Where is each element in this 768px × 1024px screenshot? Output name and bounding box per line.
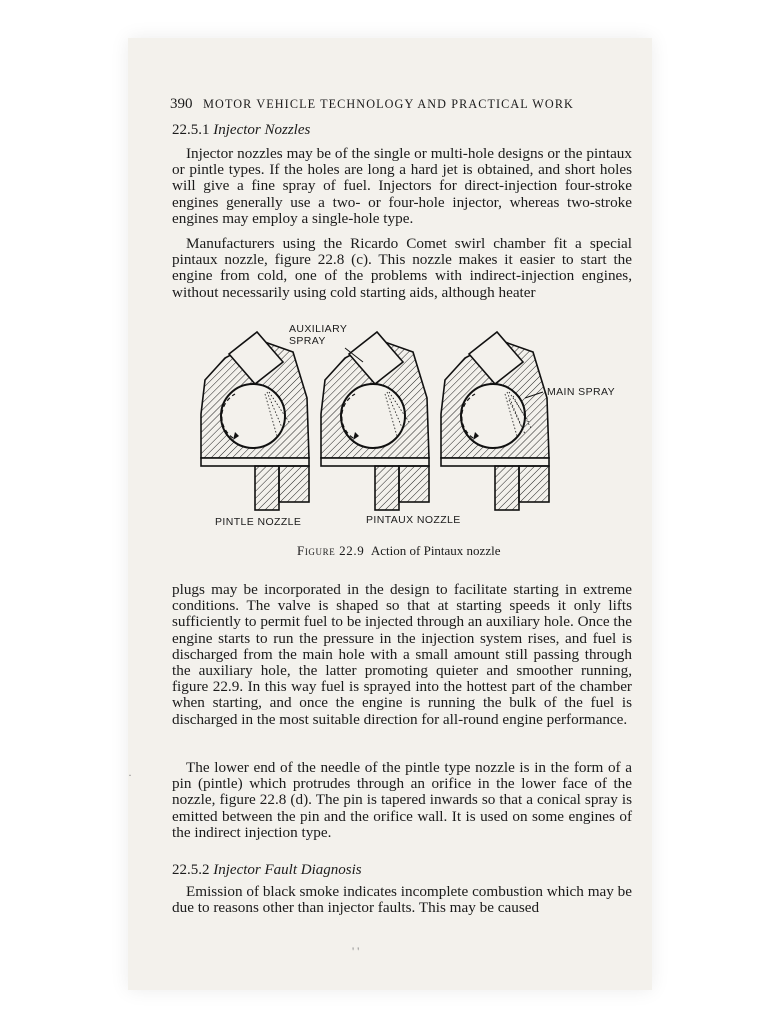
margin-pencil-mark: ·	[128, 768, 132, 782]
figure-pintaux-nozzle	[195, 318, 635, 538]
section-heading-injector-nozzles	[172, 122, 310, 139]
nozzle-drawing-pintaux-start	[321, 332, 429, 510]
figure-caption	[297, 543, 500, 559]
page-number: 390	[170, 96, 193, 112]
bottom-pencil-mark: ' '	[352, 944, 360, 958]
label-pintle-nozzle: PINTLE NOZZLE	[215, 516, 302, 528]
nozzle-drawing-pintle	[201, 332, 309, 510]
paragraph-pintaux: Manufacturers using the Ricardo Comet swirl chamber fit a special pintaux nozzle, figure 22.8 (c). This nozzle makes it easier to start the engine from cold, one of the problems with indirect-injection engines, without necessarily using cold starting aids, although heater	[172, 235, 632, 301]
nozzle-drawing-pintaux-running	[441, 332, 549, 510]
paragraph-pintle-type: The lower end of the needle of the pintle type nozzle is in the form of a pin (pintle) which protrudes through an orifice in the lower face of the nozzle, figure 22.8 (d). The pin is tapered inwards so that a conical spray is emitted between the pin and the orifice wall. It is used on some engines of the indirect injection type.	[172, 759, 632, 841]
label-spray: SPRAY	[289, 335, 326, 347]
running-header	[170, 96, 640, 113]
label-auxiliary: AUXILIARY	[289, 323, 348, 335]
running-title: MOTOR VEHICLE TECHNOLOGY AND PRACTICAL WORK	[203, 97, 574, 111]
label-pintaux-nozzle: PINTAUX NOZZLE	[366, 514, 461, 526]
section-title: Injector Nozzles	[213, 122, 311, 138]
section-heading-fault-diagnosis	[172, 862, 362, 879]
paragraph-black-smoke: Emission of black smoke indicates incomplete combustion which may be due to reasons other than injector faults. This may be caused	[172, 883, 632, 917]
section-number-2: 22.5.2	[172, 862, 210, 878]
paragraph-nozzle-types: Injector nozzles may be of the single or multi-hole designs or the pintaux or pintle types. If the holes are long a hard jet is obtained, and short holes will give a fine spray of fuel. Injectors for direct-injection four-stroke engines generally use a two- or four-hole injector, whereas two-stroke engines may employ a single-hole type.	[172, 145, 632, 227]
nozzle-diagram	[195, 318, 635, 538]
label-main-spray: MAIN SPRAY	[547, 386, 615, 398]
figure-caption-text: Action of Pintaux nozzle	[370, 543, 501, 558]
figure-number: Figure 22.9	[297, 543, 365, 558]
section-number: 22.5.1	[172, 122, 210, 138]
paragraph-pintaux-operation: plugs may be incorporated in the design to facilitate starting in extreme conditions. The valve is shaped so that at starting speeds it only lifts sufficiently to permit fuel to be injected through an auxiliary hole. Once the engine starts to run the pressure in the injection system rises, and fuel is discharged from the main hole with a small amount still passing through the auxiliary hole, the latter promoting quieter and smoother running, figure 22.9. In this way fuel is sprayed into the hottest part of the chamber when starting, and once the engine is running the bulk of the fuel is discharged in the most suitable direction for all-round engine performance.	[172, 581, 632, 728]
section-title-2: Injector Fault Diagnosis	[213, 862, 362, 878]
